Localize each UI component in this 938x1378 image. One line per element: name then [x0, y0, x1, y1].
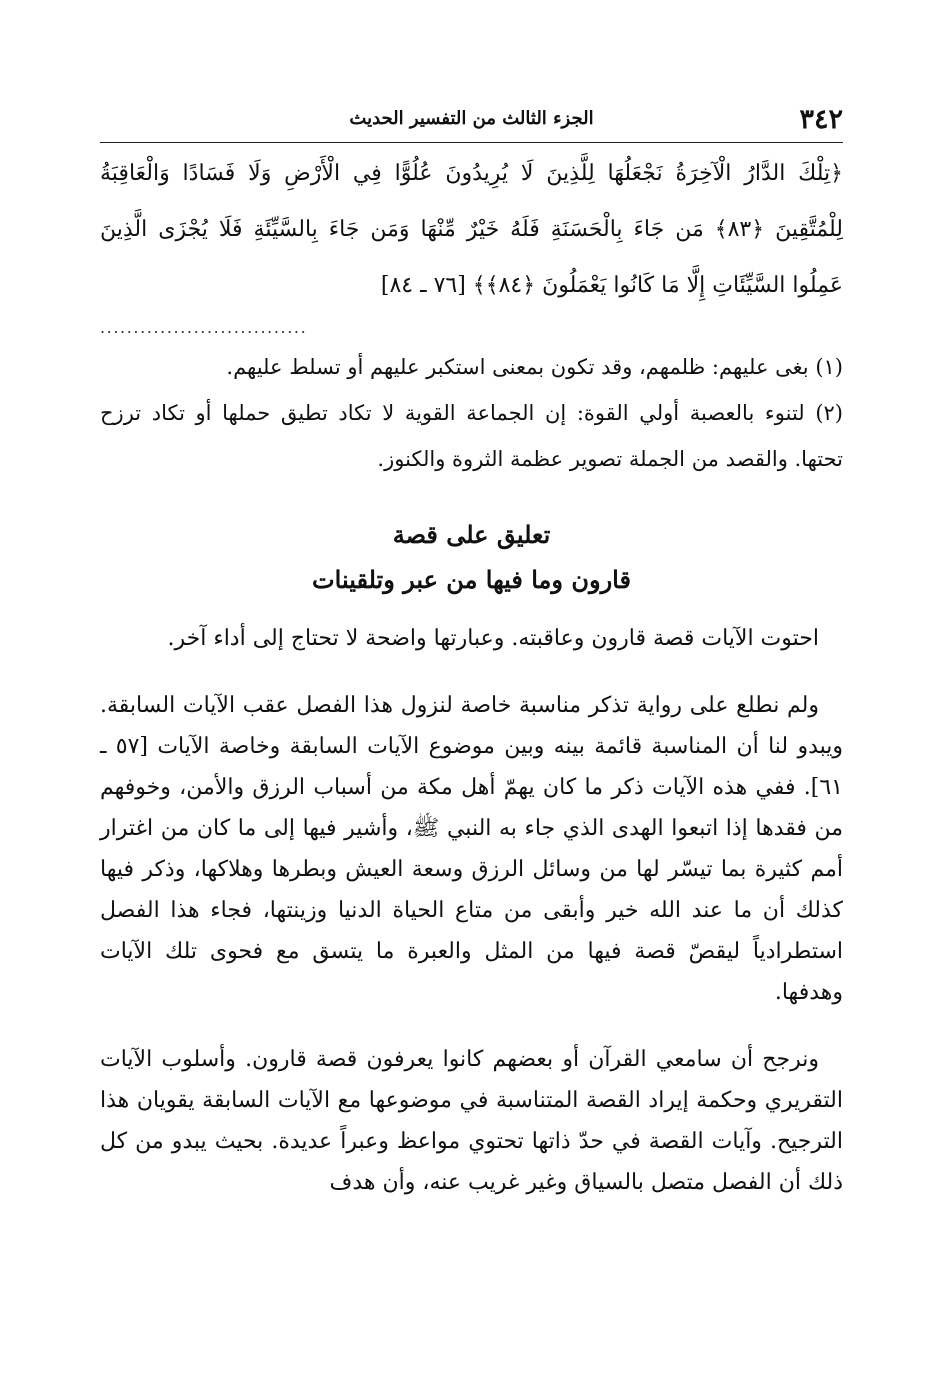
footnote-1: (١) بغى عليهم: ظلمهم، وقد تكون بمعنى استكبر عليهم أو تسلط عليهم.: [226, 355, 843, 379]
paragraph-1: احتوت الآيات قصة قارون وعاقبته. وعبارتها واضحة لا تحتاج إلى أداء آخر.: [167, 626, 819, 651]
running-title: الجزء الثالث من التفسير الحديث: [349, 108, 594, 129]
section-title-line-1: تعليق على قصة: [392, 520, 551, 549]
footnote-separator: ...............................: [100, 318, 308, 337]
section-title-line-2: قارون وما فيها من عبر وتلقينات: [312, 565, 631, 594]
page-header: [100, 98, 843, 143]
quran-verses: [100, 146, 843, 314]
paragraph-3: ونرجح أن سامعي القرآن أو بعضهم كانوا يعرفون قصة قارون. وأسلوب الآيات التقريري وحكمة إيراد القصة المتناسبة في موضوعها مع الآيات السابقة يقويان هذا الترجيح. وآيات القصة في حدّ ذاتها تحتوي مواعظ وعبراً عديدة. بحيث يبدو من كل ذلك أن الفصل متصل بالسياق وغير غريب عنه، وأن هدف: [100, 1047, 843, 1195]
verse-text: ﴿تِلْكَ الدَّارُ الْآخِرَةُ نَجْعَلُهَا لِلَّذِينَ لَا يُرِيدُونَ عُلُوًّا فِي الْأَرْضِ وَلَا فَسَادًا وَالْعَاقِبَةُ لِلْمُتَّقِينَ ﴿٨٣﴾ مَن جَاءَ بِالْحَسَنَةِ فَلَهُ خَيْرٌ مِّنْهَا وَمَن جَاءَ بِالسَّيِّئَةِ فَلَا يُجْزَى الَّذِينَ عَمِلُوا السَّيِّئَاتِ إِلَّا مَا كَانُوا يَعْمَلُونَ ﴿٨٤﴾﴾: [100, 161, 843, 298]
footnotes: [100, 344, 843, 482]
footnote-2: (٢) لتنوء بالعصبة أولي القوة: إن الجماعة القوية لا تكاد تطيق حملها أو تكاد ترزح تحتها. والقصد من الجملة تصوير عظمة الثروة والكنوز.: [100, 401, 843, 471]
page-number: ٣٤٢: [799, 104, 843, 135]
verse-reference: [٧٦ ـ ٨٤]: [380, 273, 466, 298]
paragraph-2: ولم نطلع على رواية تذكر مناسبة خاصة لنزول هذا الفصل عقب الآيات السابقة. ويبدو لنا أن المناسبة قائمة بينه وبين موضوع الآيات السابقة وخاصة الآيات [٥٧ ـ ٦١]. ففي هذه الآيات ذكر ما كان يهمّ أهل مكة من أسباب الرزق والأمن، وخوفهم من فقدها إذا اتبعوا الهدى الذي جاء به النبي ﷺ، وأشير فيها إلى ما كان من اغترار أمم كثيرة بما تيسّر لها من وسائل الرزق وسعة العيش وبطرها وهلاكها، وذكر فيها كذلك أن ما عند الله خير وأبقى من متاع الحياة الدنيا وزينتها، فجاء هذا الفصل استطرادياً ليقصّ قصة فيها من المثل والعبرة ما يتسق مع فحوى تلك الآيات وهدفها.: [100, 693, 844, 1005]
body-text: [100, 618, 843, 1229]
